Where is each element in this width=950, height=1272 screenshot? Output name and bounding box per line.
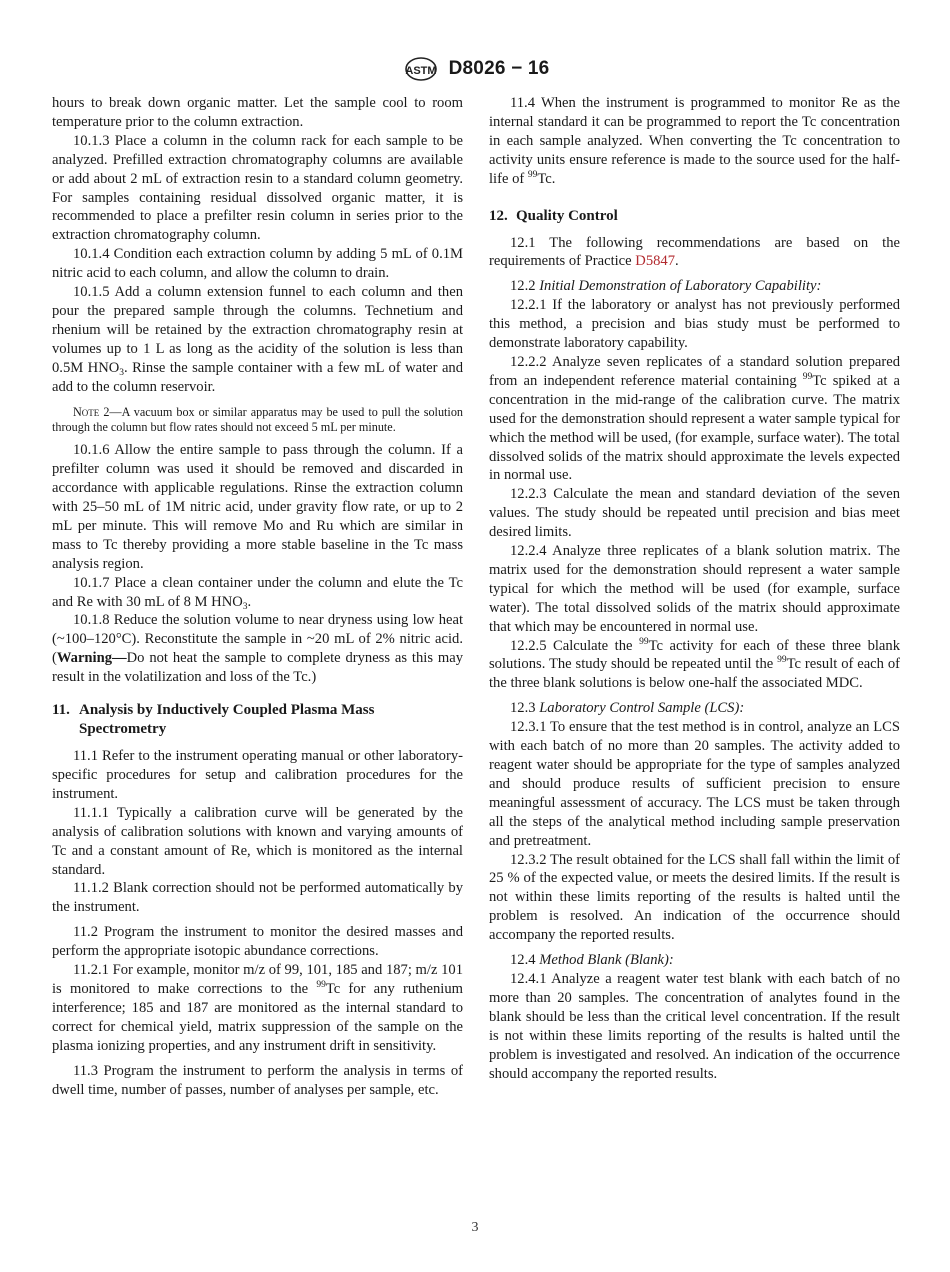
- d5847-link[interactable]: D5847: [635, 253, 676, 270]
- page-header: [0, 56, 950, 82]
- paragraph-12-3-1: 12.3.1 To ensure that the test method is in control, analyze an LCS with each batch of no more than 20 samples. The activity added to reagent water should be appropriate for the type of samples analyzed and should produce results of sufficient precision to ensure meaningful assessment of accuracy. The LCS must be taken through all the steps of the analytical method including sample preservation and pretreatment.: [489, 719, 900, 849]
- paragraph-10-1-3: 10.1.3 Place a column in the column rack for each sample to be analyzed. Prefilled extraction chromatography columns are available or add about 2 mL of extraction resin to a standard column geometry. For samples containing residual dissolved organic matter, it is recommended to place a prefilter resin column in series prior to the extraction chromatography column.: [52, 132, 463, 244]
- paragraph-11-1: 11.1 Refer to the instrument operating manual or other laboratory-specific procedures for setup and calibration procedures for the instrument.: [52, 748, 463, 802]
- paragraph-10-1-4: 10.1.4 Condition each extraction column by adding 5 mL of 0.1M nitric acid to each column, and allow the column to drain.: [52, 246, 463, 282]
- paragraph-10-1-6: 10.1.6 Allow the entire sample to pass through the column. If a prefilter column was used it should be removed and discarded in accordance with applicable regulations. Rinse the extraction column with 25–50 mL of 1M nitric acid, under gravity flow rate, or up to 2 mL per minute. This will remove Mo and Ru which are similar in mass to Tc thereby providing a more stable baseline in the Tc mass analysis region.: [52, 442, 463, 572]
- warning-label: Warning—: [56, 650, 127, 667]
- paragraph-12-2-3: 12.2.3 Calculate the mean and standard deviation of the seven values. The study should be repeated until precision and bias meet desired limits.: [489, 486, 900, 541]
- paragraph-10-1-8: 10.1.8 Reduce the solution volume to near dryness using low heat (~100–120°C). Reconstitute the sample in ~20 mL of 2% nitric acid. (Warning—Do not heat the sample to complete dryness as this may result in the volatilization and loss of the Tc.): [52, 612, 463, 686]
- astm-logo-icon: [401, 56, 441, 82]
- paragraph-12-3-heading: 12.3 Laboratory Control Sample (LCS):: [510, 700, 745, 717]
- paragraph-11-2: 11.2 Program the instrument to monitor the desired masses and perform the appropriate isotopic abundance corrections.: [52, 924, 463, 960]
- paragraph-12-2-4: 12.2.4 Analyze three replicates of a blank solution matrix. The matrix used for the demonstration should represent a water sample typical for which the method will be used (for example, surface water). The total dissolved solids of the matrix should approximate that which may be encountered in normal use.: [489, 543, 900, 635]
- paragraph-11-1-2: 11.1.2 Blank correction should not be performed automatically by the instrument.: [52, 880, 463, 916]
- paragraph-12-4-heading: 12.4 Method Blank (Blank):: [510, 952, 674, 969]
- paragraph-11-1-1: 11.1.1 Typically a calibration curve will be generated by the analysis of calibration solutions with known and varying amounts of Tc and a constant amount of Re, which is monitored as the internal standard.: [52, 804, 463, 878]
- section-12-heading: 12. Quality Control: [489, 207, 618, 224]
- paragraph-12-3-2: 12.3.2 The result obtained for the LCS shall fall within the limit of 25 % of the expected value, or meets the desired limits. If the result is not within these limits reporting of the results is halted until the problem is resolved. An indication of the occurrence should accompany the reported results.: [489, 851, 900, 944]
- svg-text:ASTM: ASTM: [405, 65, 437, 77]
- paragraph-10-1-5: 10.1.5 Add a column extension funnel to each column and then pour the prepared sample through the columns. Technetium and rhenium will be retained by the extraction chromatography resin at volumes up to 1 L as long as the acidity of the solution is less than 0.5M $HNO_3$. Rinse the sample container with a few mL of water and add to the column reservoir.: [52, 284, 464, 395]
- right-column: [489, 94, 900, 1083]
- paragraph-12-2-1: 12.2.1 If the laboratory or analyst has not previously performed this method, a precision and bias study must be performed to demonstrate laboratory capability.: [489, 297, 900, 352]
- paragraph-11-4: 11.4 When the instrument is programmed to monitor Re as the internal standard it can be programmed to report the Tc concentration in each sample analyzed. When converting the Tc concentration to activity units ensure reference is made to the source used for the half-life of $^{99}$Tc.: [489, 95, 900, 187]
- paragraph-11-3: 11.3 Program the instrument to perform the analysis in terms of dwell time, number of passes, number of analyses per sample, etc.: [52, 1062, 463, 1098]
- paragraph-11-2-1: 11.2.1 For example, monitor m/z of 99, 101, 185 and 187; m/z 101 is monitored to make corrections to the $^{99}$Tc for any ruthenium interference; 185 and 187 are monitored as the internal standard to correct for chemical yield, matrix suppression of the sample on the plasma ionizing properties, and any instrument drift in sensitivity.: [52, 962, 463, 1054]
- document-id: D8026 − 16: [448, 58, 550, 79]
- paragraph-12-1: 12.1 The following recommendations are based on the requirements of Practice D5847.: [489, 234, 900, 270]
- paragraph-12-2-heading: 12.2 Initial Demonstration of Laboratory Capability:: [510, 278, 822, 295]
- left-column: [52, 94, 463, 1099]
- page-number: 3: [471, 1220, 479, 1235]
- paragraph-10-1-7: 10.1.7 Place a clean container under the column and elute the Tc and Re with 30 mL of 8 M $HNO_3$.: [52, 574, 463, 612]
- paragraph-12-4-1: 12.4.1 Analyze a reagent water test blank with each batch of no more than 20 samples. The concentration of analytes found in the blank should be less than the critical level concentration. If the result is not within these limits reporting of the results is halted until the problem is investigated and resolved. An indication of the occurrence should accompany the reported results.: [489, 970, 900, 1082]
- note-2: Note 2—A vacuum box or similar apparatus may be used to pull the solution through the column but flow rates should not exceed 5 mL per minute.: [52, 404, 464, 434]
- section-11-heading: 11. Analysis by Inductively Coupled Plasma Mass Spectrometry: [52, 702, 375, 738]
- paragraph-12-2-2: 12.2.2 Analyze seven replicates of a standard solution prepared from an independent reference material containing $^{99}$Tc spiked at a concentration in the mid-range of the calibration curve. The matrix used for the demonstration should represent a water sample typical for which the method will be used, (for example, surface water). The total dissolved solids of the matrix should approximate the levels expected in normal use.: [489, 353, 900, 484]
- paragraph-12-2-5: 12.2.5 Calculate the $^{99}$Tc activity for each of these three blank solutions. The study should be repeated until the $^{99}$Tc result of each of the three blank solutions is below one-half the associated MDC.: [489, 636, 900, 692]
- paragraph-continued: hours to break down organic matter. Let the sample cool to room temperature prior to the column extraction.: [52, 95, 463, 130]
- note-label: Note 2: [73, 404, 110, 419]
